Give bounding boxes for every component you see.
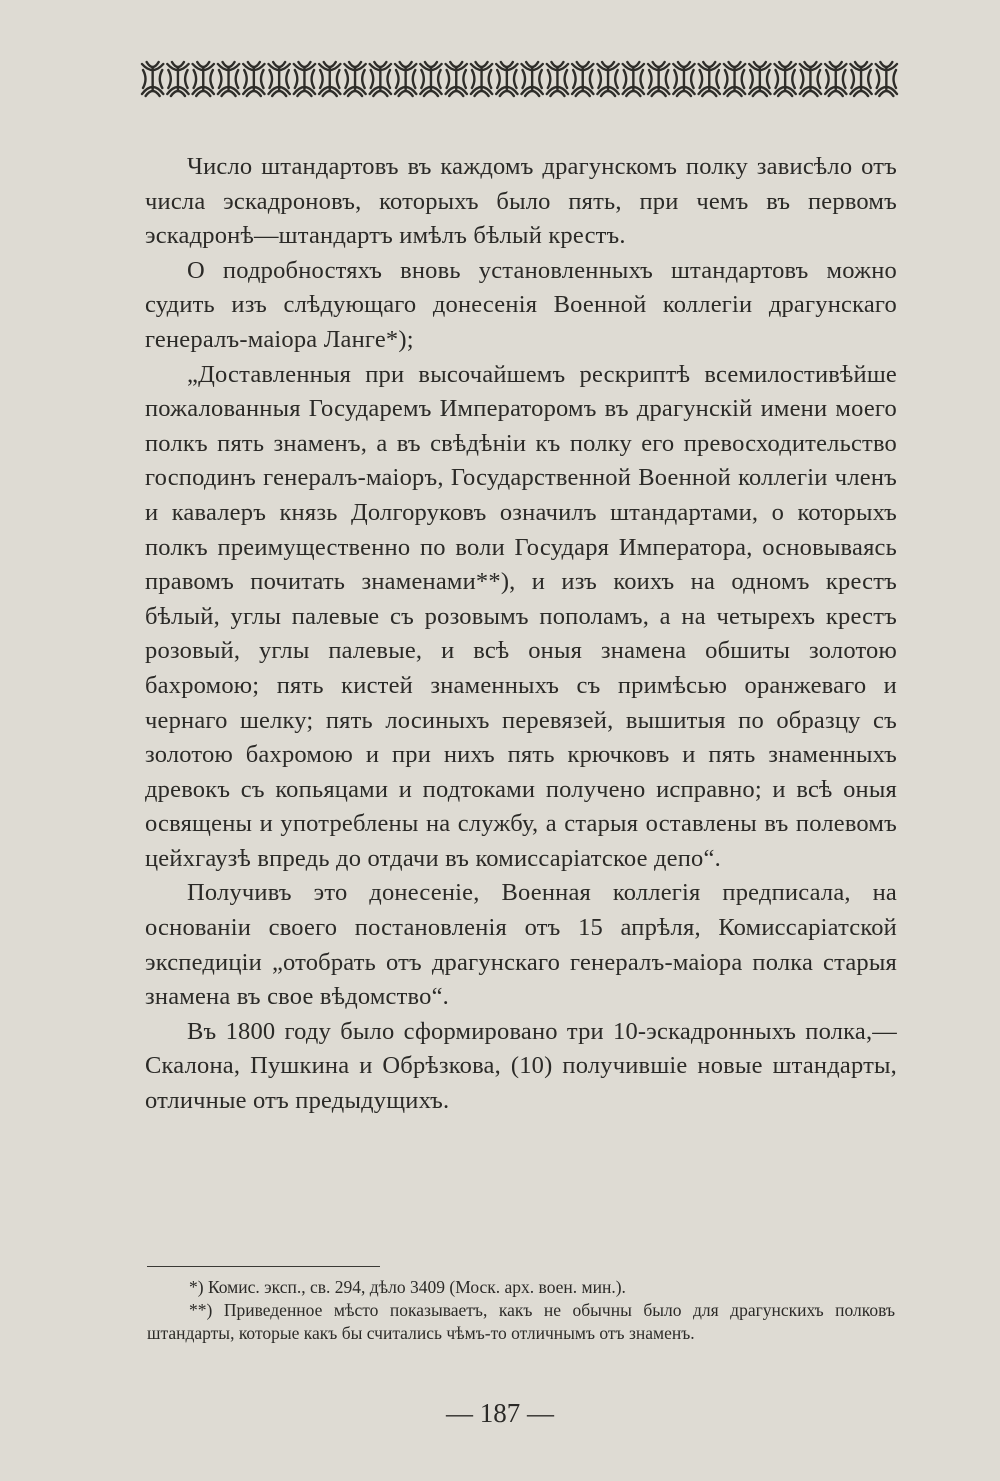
footnotes	[147, 1276, 895, 1345]
footnote: **) Приведенное мѣсто показываетъ, какъ не обычны было для драгунскихъ полковъ штандарты, которые какъ бы считались чѣмъ-то отличнымъ отъ знаменъ.	[147, 1300, 895, 1343]
paragraph: О подробностяхъ вновь установленныхъ штандартовъ можно судить изъ слѣдующаго донесенія Военной коллегіи драгунскаго генералъ-маіора Ланге*);	[145, 256, 897, 353]
footnote: *) Комис. эксп., св. 294, дѣло 3409 (Моск. арх. воен. мин.).	[189, 1277, 626, 1297]
footnote-divider	[147, 1266, 380, 1267]
paragraph: Получивъ это донесеніе, Военная коллегія предписала, на основаніи своего постановленія отъ 15 апрѣля, Комиссаріатской экспедиціи „отобрать отъ драгунскаго генералъ-маіора полка старыя знамена въ свое вѣдомство“.	[145, 879, 897, 1011]
main-text	[145, 150, 897, 1119]
page-number: — 187 —	[446, 1398, 554, 1428]
paragraph: „Доставленныя при высочайшемъ рескриптѣ всемилостивѣйше пожалованныя Государемъ Императоромъ въ драгунскій имени моего полкъ пять знаменъ, а въ свѣдѣніи къ полку его превосходительство господинъ генералъ-маіоръ, Государственной Военной коллегіи членъ и кавалеръ князь Долгоруковъ означилъ штандартами, о которыхъ полкъ преимущественно по воли Государя Императора, основываясь правомъ почитать знаменами**), и изъ коихъ на одномъ крестъ бѣлый, углы палевые съ розовымъ пополамъ, а на четырехъ крестъ розовый, углы палевые, и всѣ оныя знамена обшиты золотою бахромою; пять кистей знаменныхъ съ примѣсью оранжеваго и чернаго шелку; пять лосиныхъ перевязей, вышитыя по образцу съ золотою бахромою и при нихъ пять крючковъ и пять знаменныхъ древокъ съ копьяцами и подтоками получено исправно; и всѣ оныя освящены и употреблены на службу, а старыя оставлены въ полевомъ цейхгаузѣ впредь до отдачи въ комиссаріатское депо“.	[145, 360, 897, 872]
paragraph: Число штандартовъ въ каждомъ драгунскомъ полку зависѣло отъ числа эскадроновъ, которыхъ было пять, при чемъ въ первомъ эскадронѣ—штандартъ имѣлъ бѣлый крестъ.	[145, 153, 897, 250]
ornament-pattern	[142, 62, 897, 96]
decorative-header-ornament	[140, 58, 900, 100]
paragraph: Въ 1800 году было сформировано три 10-эскадронныхъ полка,—Скалона, Пушкина и Обрѣзкова, (10) получившіе новые штандарты, отличные отъ предыдущихъ.	[145, 1017, 897, 1115]
